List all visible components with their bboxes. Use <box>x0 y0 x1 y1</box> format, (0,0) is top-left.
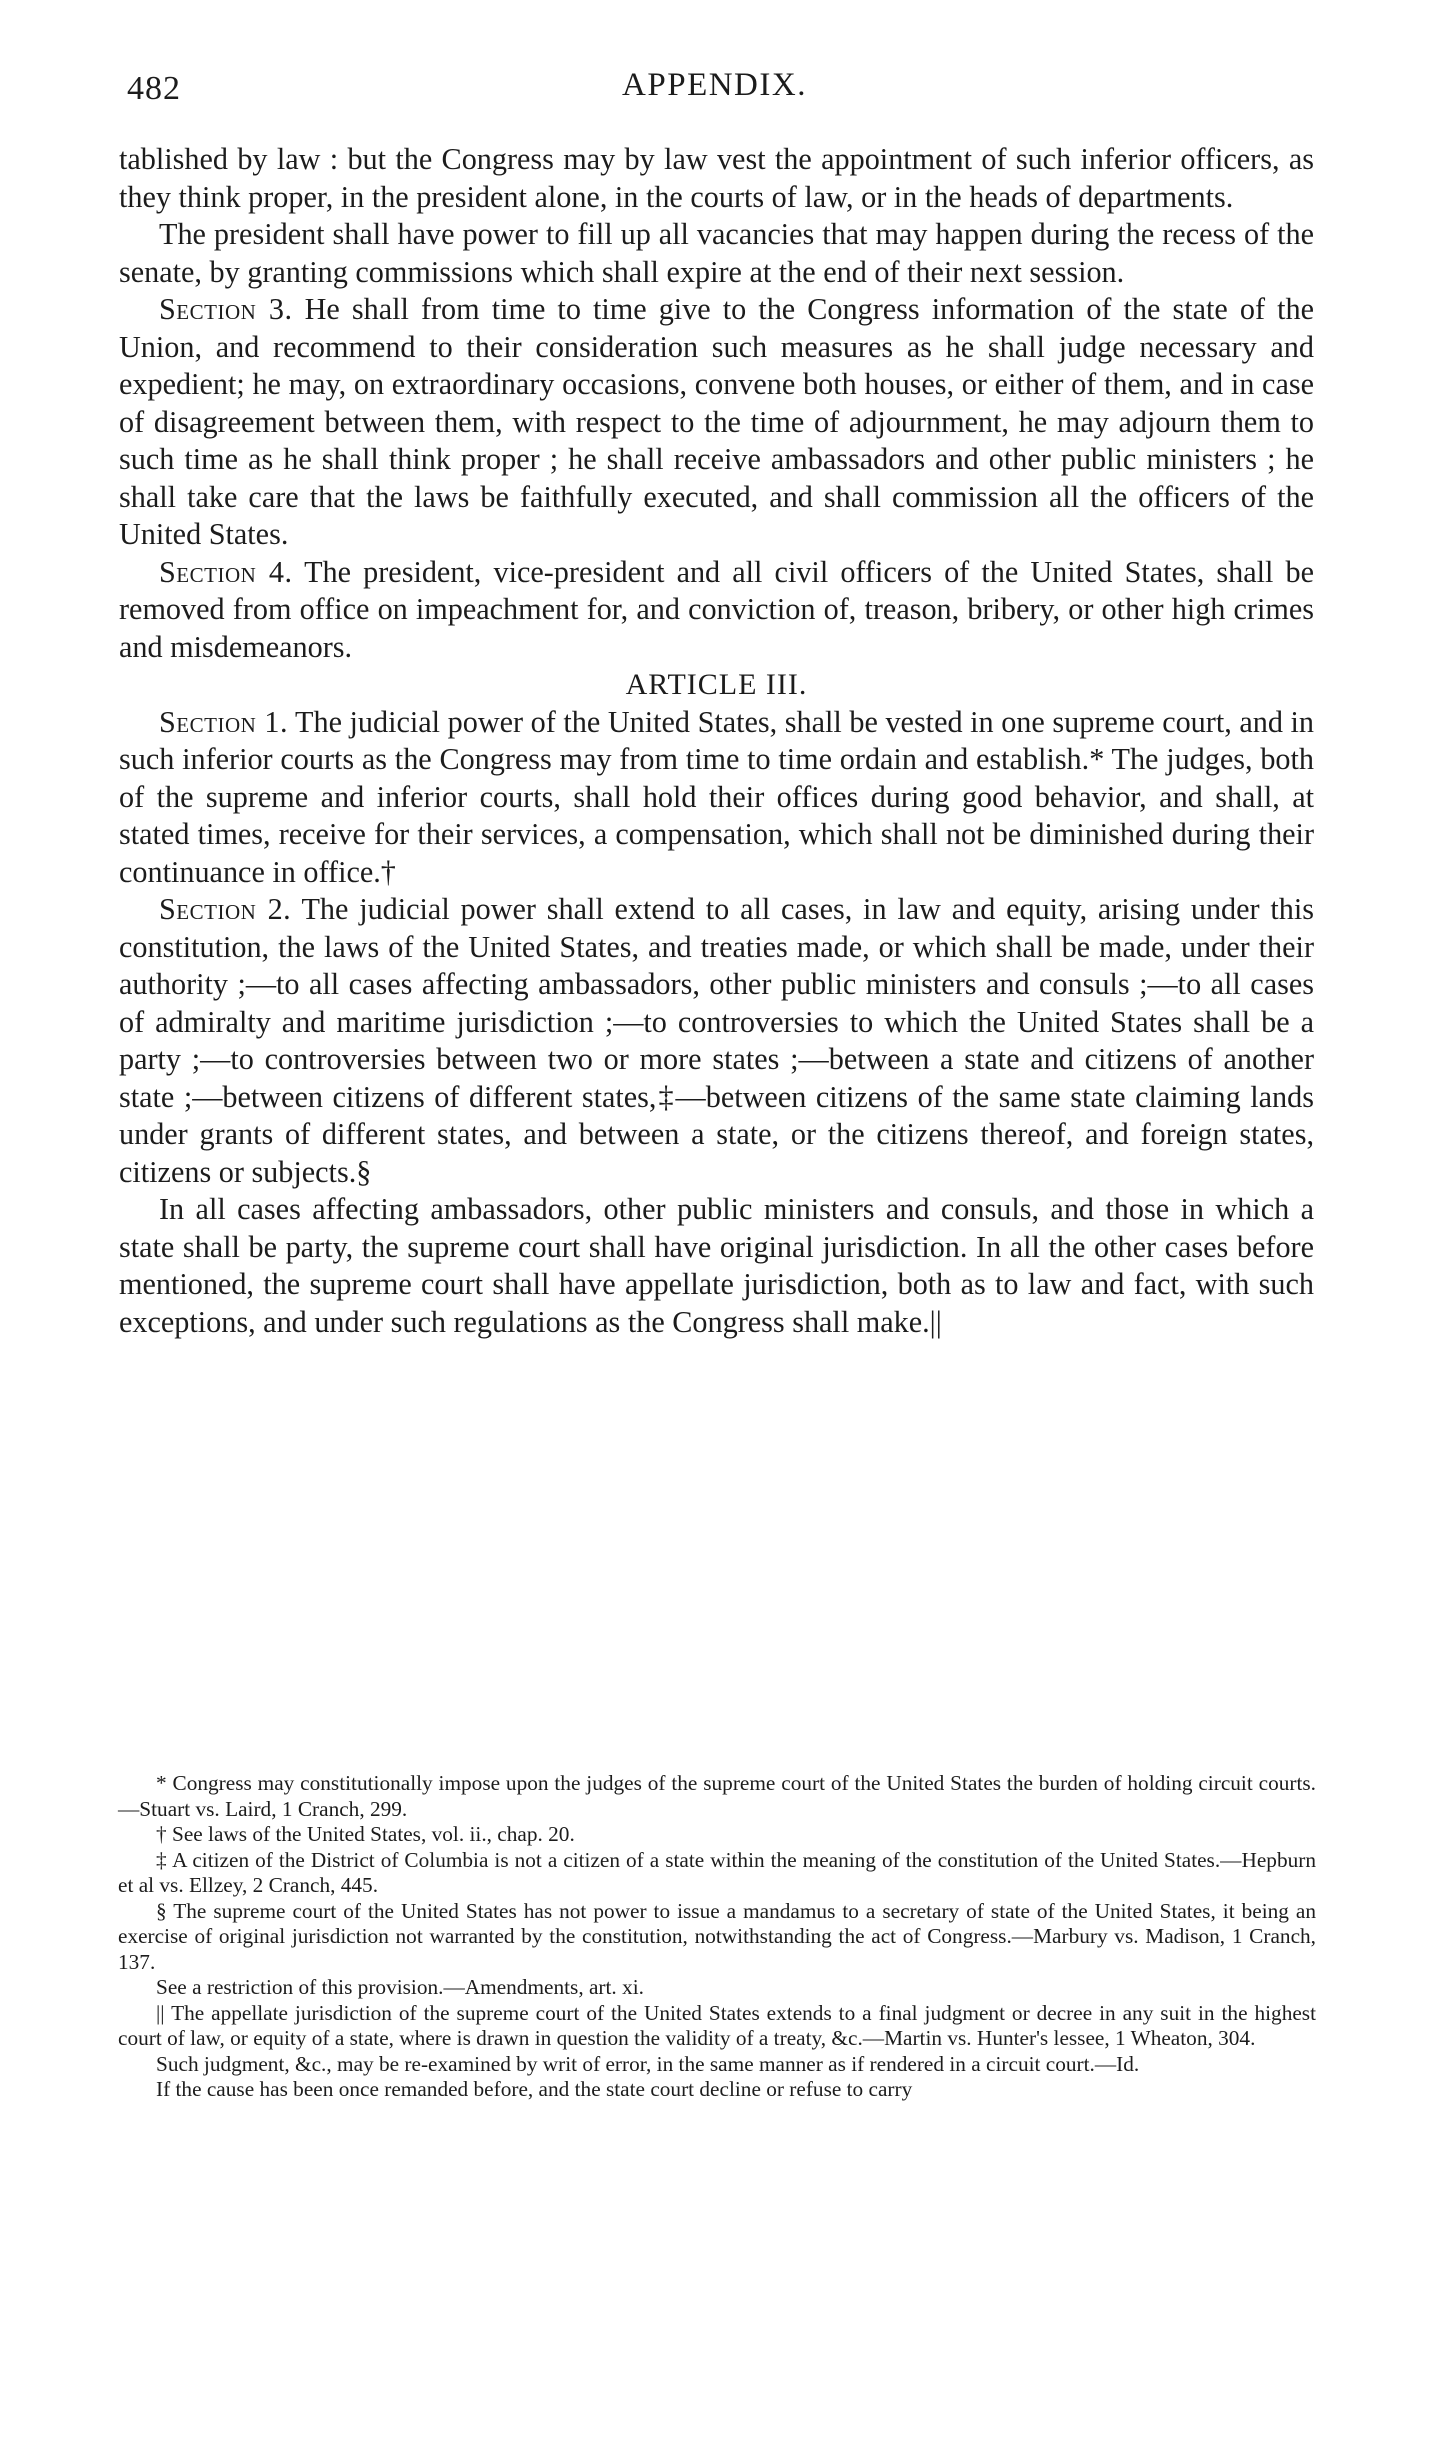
paragraph-section-3 <box>119 291 1314 554</box>
section-label: Section 1. <box>159 704 288 739</box>
footnote-remanded: If the cause has been once remanded before, and the state court decline or refuse to carry <box>156 2077 913 2101</box>
footnote-parallel: || The appellate jurisdiction of the supreme court of the United States extends to a final judgment or decree in any suit in the highest court of law, or equity of a state, where is drawn in question the validity of a treaty, &c.—Martin vs. Hunter's lessee, 1 Wheaton, 304. <box>118 2000 1316 2050</box>
footnote-dagger: † See laws of the United States, vol. ii., chap. 20. <box>156 1822 575 1846</box>
section-text: The judicial power shall extend to all cases, in law and equity, arising under this constitution, the laws of the United States, and treaties made, or which shall be made, under their authority ;—to all cases affecting ambassadors, other public ministers and consuls ;—to all cases of admiralty and maritime jurisdiction ;—to controversies to which the United States shall be a party ;—to controversies between two or more states ;—between a state and citizens of another state ;—between citizens of different states,‡—between citizens of the same state claiming lands under grants of different states, and between a state, or the citizens thereof, and foreign states, citizens or subjects.§ <box>119 892 1314 1189</box>
paragraph-original-jurisdiction: In all cases affecting ambassadors, other public ministers and consuls, and those in which a state shall be party, the supreme court shall have original jurisdiction. In all the other cases before mentioned, the supreme court shall have appellate jurisdiction, both as to law and fact, with such exceptions, and under such regulations as the Congress shall make.|| <box>119 1192 1314 1339</box>
paragraph-section-4 <box>119 554 1314 667</box>
footnote-section-mark: § The supreme court of the United States has not power to issue a mandamus to a secretary of state of the United States, it being an exercise of original jurisdiction not warranted by the constitution, notwithstanding the act of Congress.—Marbury vs. Madison, 1 Cranch, 137. <box>118 1898 1316 1974</box>
paragraph-vacancies: The president shall have power to fill up all vacancies that may happen during the recess of the senate, by granting commissions which shall expire at the end of their next session. <box>119 217 1314 289</box>
article-heading: ARTICLE III. <box>625 668 808 701</box>
section-text: The president, vice-president and all civil officers of the United States, shall be removed from office on impeachment for, and conviction of, treason, bribery, or other high crimes and misdemeanors. <box>119 554 1314 664</box>
section-text: The judicial power of the United States, shall be vested in one supreme court, and in such inferior courts as the Congress may from time to time ordain and establish.* The judges, both of the supreme and inferior courts, shall hold their offices during good behavior, and shall, at stated times, receive for their services, a compensation, which shall not be diminished during their continuance in office.† <box>119 704 1314 889</box>
section-label: Section 3. <box>159 292 293 326</box>
section-label: Section 4. <box>159 554 293 589</box>
footnote-restriction: See a restriction of this provision.—Amendments, art. xi. <box>156 1975 644 1999</box>
section-text: He shall from time to time give to the Congress information of the state of the Union, and recommend to their consideration such measures as he shall judge necessary and expedient; he may, on extraordinary occasions, convene both houses, or either of them, and in case of disagreement between them, with respect to the time of adjournment, he may adjourn them to such time as he shall think proper ; he shall receive ambassadors and other public ministers ; he shall take care that the laws be faithfully executed, and shall commission all the officers of the United States. <box>119 292 1314 551</box>
running-head <box>127 62 1302 112</box>
footnote-asterisk: * Congress may constitutionally impose upon the judges of the supreme court of the United States the burden of holding circuit courts.—Stuart vs. Laird, 1 Cranch, 299. <box>118 1771 1316 1821</box>
page-number: 482 <box>127 70 181 107</box>
footnotes <box>118 1771 1316 2103</box>
paragraph-article-3-section-2 <box>119 891 1314 1191</box>
footnote-judgment: Such judgment, &c., may be re-examined by writ of error, in the same manner as if rendered in a circuit court.—Id. <box>156 2051 1140 2076</box>
paragraph-article-3-section-1 <box>119 704 1314 892</box>
paragraph-appointments: tablished by law : but the Congress may by law vest the appointment of such inferior officers, as they think proper, in the president alone, in the courts of law, or in the heads of departments. <box>119 142 1314 214</box>
footnote-double-dagger: ‡ A citizen of the District of Columbia is not a citizen of a state within the meaning of the constitution of the United States.—Hepburn et al vs. Ellzey, 2 Cranch, 445. <box>118 1847 1316 1897</box>
running-title: APPENDIX. <box>622 67 807 103</box>
section-label: Section 2. <box>159 892 292 926</box>
main-text <box>119 141 1314 1341</box>
